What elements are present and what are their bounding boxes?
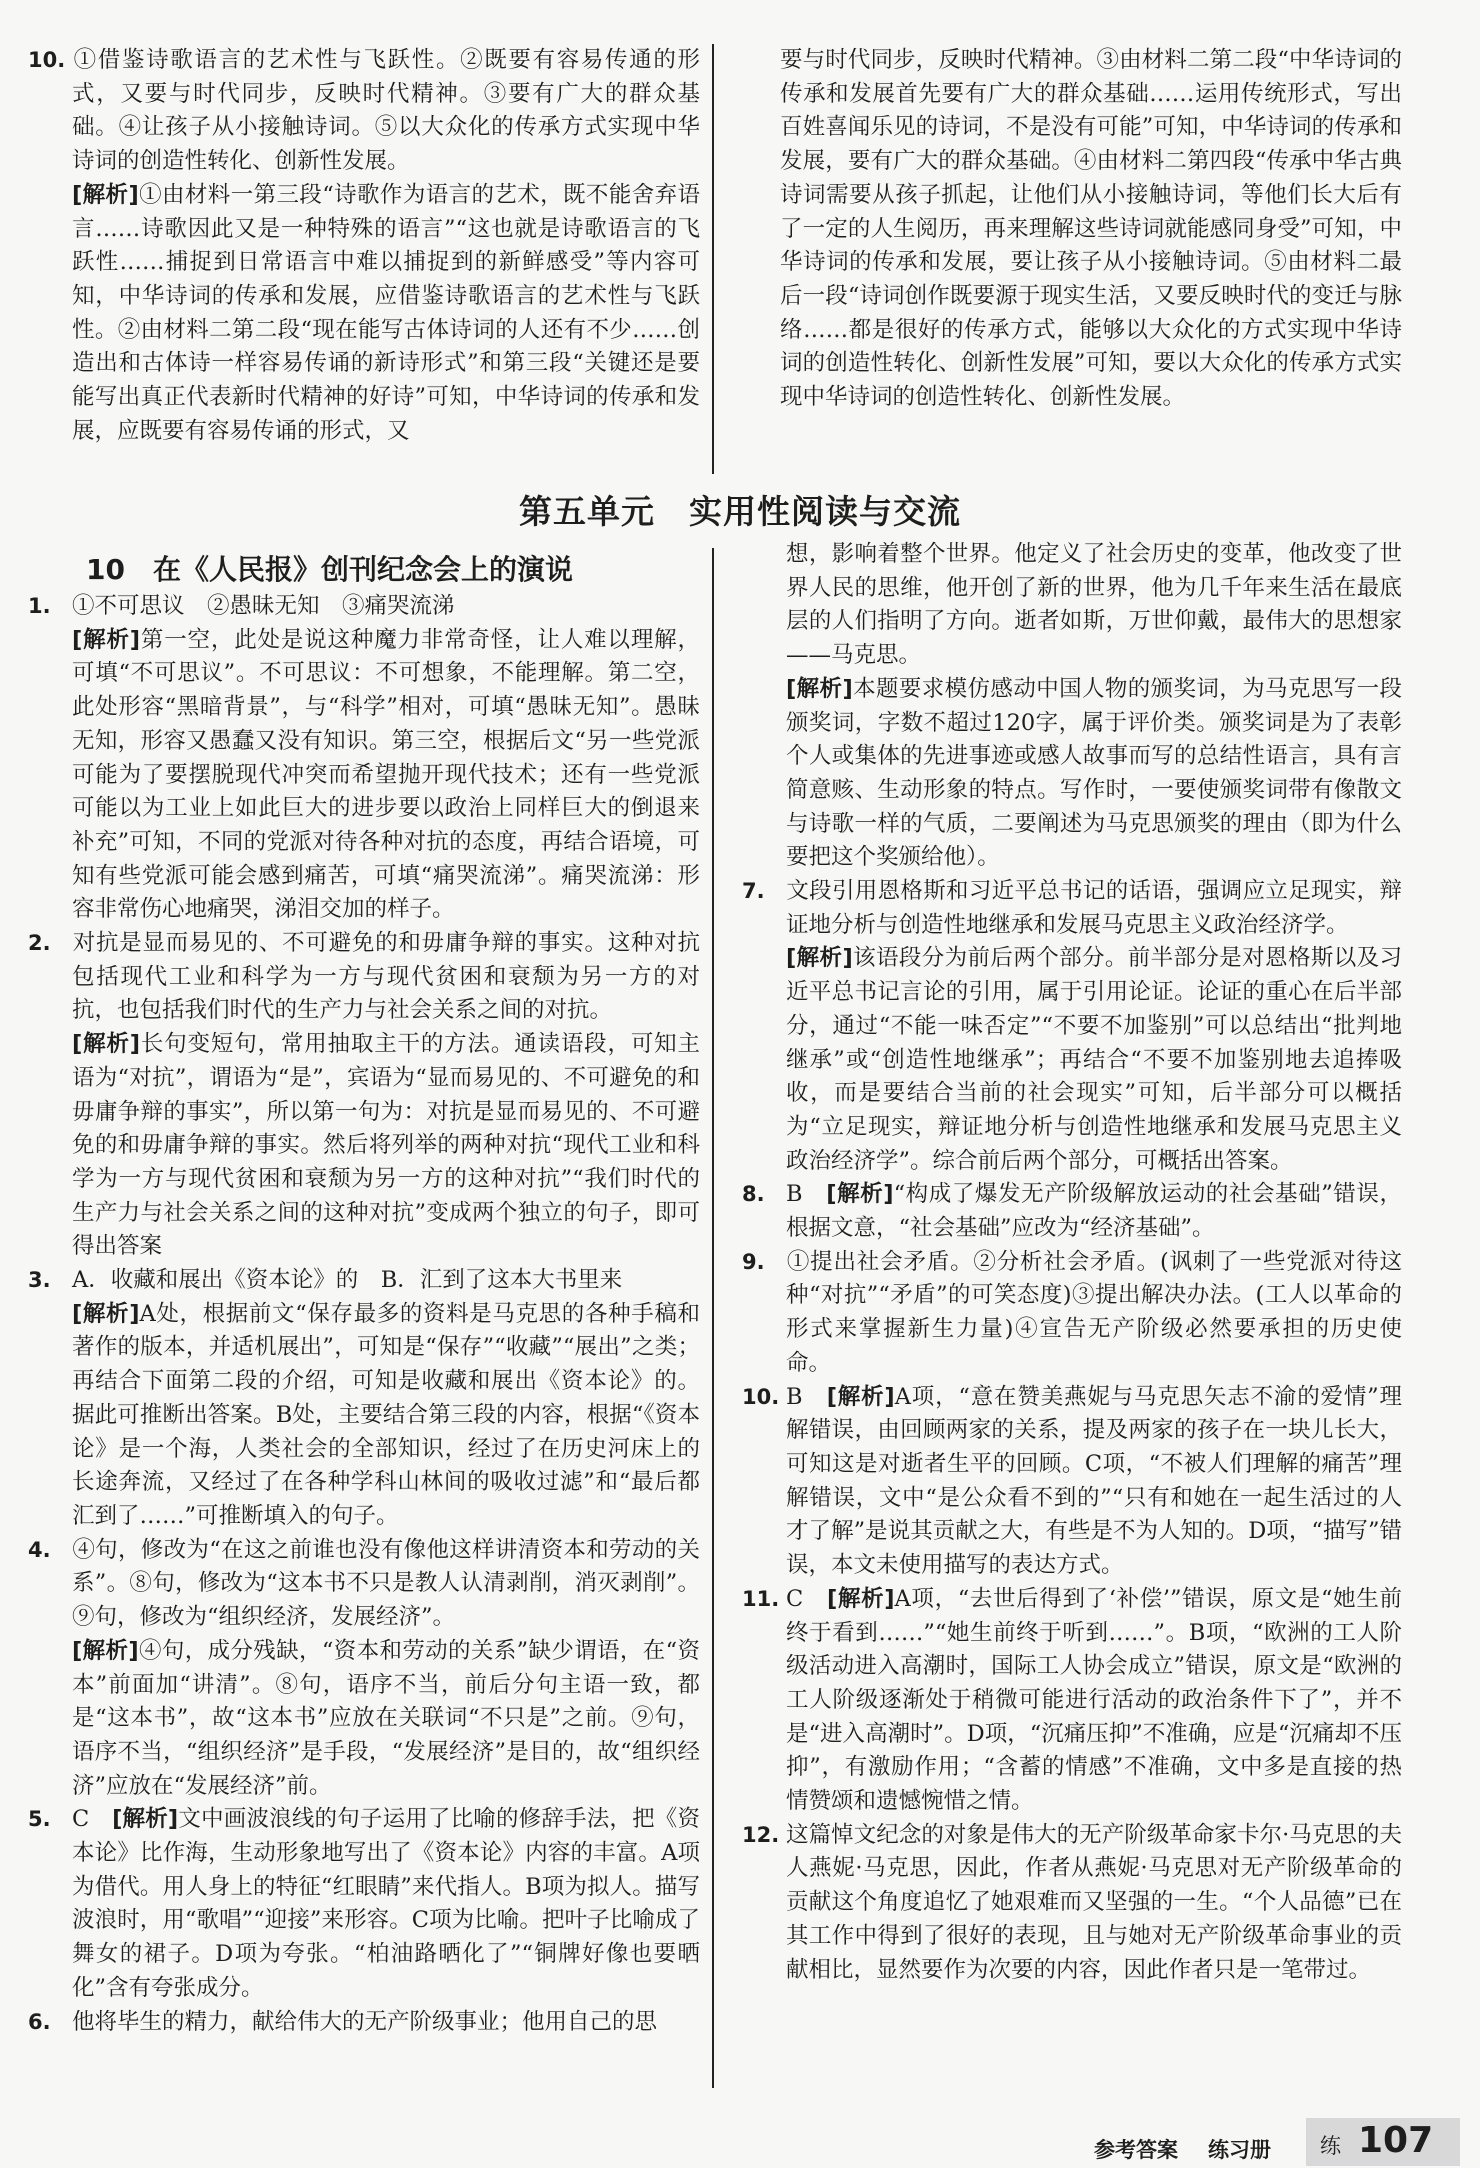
answer-text: C <box>72 1806 90 1833</box>
explanation-text: 该语段分为前后两个部分。前半部分是对恩格斯以及习近平总书记言论的引用，属于引用论证。论证的重心在后半部分，通过“不能一味否定”“不要不加鉴别”可以总结出“批判地继承”或“创造性地继承”；再结合“不要不加鉴别地去追捧吸收，而是要结合当前的社会现实”可知，后半部分可以概括为“立足现实，辩证地分析与创造性地继承和发展马克思主义政治经济学”。综合前后两个部分，可概括出答案。 <box>786 945 1402 1174</box>
explanation-6 <box>742 673 1402 875</box>
question-number: 9. <box>742 1249 765 1274</box>
answer-text: B <box>786 1383 803 1410</box>
answer-item-9 <box>742 1246 1402 1381</box>
footer-reference-label: 参考答案 <box>1094 2138 1178 2162</box>
explanation-10-continued: 要与时代同步，反映时代精神。③由材料二第二段“中华诗词的传承和发展首先要有广大的群众基础……运用传统形式，写出百姓喜闻乐见的诗词，不是没有可能”可知，中华诗词的传承和发展，要有广大的群众基础。④由材料二第四段“传承中华古典诗词需要从孩子抓起，让他们从小接触诗词，等他们长大后有了一定的人生阅历，再来理解这些诗词就能感同身受”可知，中华诗词的传承和发展，要让孩子从小接触诗词。⑤由材料二最后一段“诗词创作既要源于现实生活，又要反映时代的变迁与脉络……都是很好的传承方式，能够以大众化的方式实现中华诗词的创造性转化、创新性发展”可知，要以大众化的传承方式实现中华诗词的创造性转化、创新性发展。 <box>780 47 1402 411</box>
answer-item-12 <box>742 1819 1402 1988</box>
answer-item-10 <box>742 1381 1402 1583</box>
answer-text: A．收藏和展出《资本论》的 B．汇到了这本大书里来 <box>72 1267 623 1294</box>
explanation-text: 第一空，此处是说这种魔力非常奇怪，让人难以理解，可填“不可思议”。不可思议：不可想象，不能理解。第二空，此处形容“黑暗背景”，与“科学”相对，可填“愚昧无知”。愚昧无知，形容又愚蠢又没有知识。第三空，根据后文“另一些党派可能为了要摆脱现代冲突而希望抛开现代技术；还有一些党派可能以为工业上如此巨大的进步要以政治上同样巨大的倒退来补充”可知，不同的党派对待各种对抗的态度，再结合语境，可知有些党派可能会感到痛苦，可填“痛哭流涕”。痛哭流涕：形容非常伤心地痛哭，涕泪交加的样子。 <box>72 626 700 923</box>
question-number: 10. <box>742 1384 780 1409</box>
answer-item-1 <box>28 590 700 927</box>
question-number: 1. <box>28 594 51 618</box>
question-number: 7. <box>742 879 765 904</box>
explanation-text: 文中画波浪线的句子运用了比喻的修辞手法，把《资本论》比作海，生动形象地写出了《资本论》内容的丰富。A项为借代。用人身上的特征“红眼睛”来代指人。B项为拟人。描写波浪时，用“歌唱”“迎接”来形容。C项为比喻。把叶子比喻成了舞女的裙子。D项为夸张。“柏油路晒化了”“铜牌好像也要晒化”含有夸张成分。 <box>72 1806 700 2001</box>
left-column <box>28 590 700 2039</box>
answer-text: 他将毕生的精力，献给伟大的无产阶级事业；他用自己的思 <box>72 2008 658 2035</box>
column-divider-top <box>712 44 714 474</box>
answer-text: ①提出社会矛盾。②分析社会矛盾。(讽刺了一些党派对待这种“对抗”“矛盾”的可笑态度)③提出解决办法。(工人以革命的形式来掌握新生力量)④宣告无产阶级必然要承担的历史使命。 <box>786 1248 1402 1376</box>
unit-title: 第五单元 实用性阅读与交流 <box>519 492 961 531</box>
answer-text: ④句，修改为“在这之前谁也没有像他这样讲清资本和劳动的关系”。⑧句，修改为“这本书不只是教人认清剥削，消灭剥削”。⑨句，修改为“组织经济，发展经济”。 <box>72 1536 700 1631</box>
answer-item-3 <box>28 1264 700 1534</box>
question-number: 11. <box>742 1586 780 1611</box>
answer-text: C <box>786 1585 804 1612</box>
top-right-column <box>742 44 1402 415</box>
answer-item-11 <box>742 1583 1402 1819</box>
question-number: 3. <box>28 1268 51 1293</box>
answer-item-6 <box>28 2006 700 2040</box>
explanation-tag: [解析] <box>72 626 141 653</box>
answer-item-2 <box>28 927 700 1264</box>
explanation-text: ①由材料一第三段“诗歌作为语言的艺术，既不能舍弃语言……诗歌因此又是一种特殊的语言”“这也就是诗歌语言的飞跃性……捕捉到日常语言中难以捕捉到的新鲜感受”等内容可知，中华诗词的传承和发展，应借鉴诗歌语言的艺术性与飞跃性。②由材料二第二段“现在能写古体诗词的人还有不少……创造出和古体诗一样容易传诵的新诗形式”和第三段“关键还是要能写出真正代表新时代精神的好诗”可知，中华诗词的传承和发展，应既要有容易传诵的形式，又 <box>72 181 700 444</box>
answer-item-7 <box>742 875 1402 1178</box>
answer-item-4 <box>28 1534 700 1804</box>
lesson-title: 10 在《人民报》创刊纪念会上的演说 <box>86 553 573 586</box>
explanation-tag: [解析] <box>112 1806 179 1833</box>
question-number: 2. <box>28 931 51 956</box>
question-number: 5. <box>28 1807 51 1832</box>
explanation-text: 长句变短句，常用抽取主干的方法。通读语段，可知主语为“对抗”，谓语为“是”，宾语为“显而易见的、不可避免的和毋庸争辩的事实”，所以第一句为：对抗是显而易见的、不可避免的和毋庸争辩的事实。然后将列举的两种对抗“现代工业和科学为一方与现代贫困和衰颓为另一方的这种对抗”“我们时代的生产力与社会关系之间的这种对抗”变成两个独立的句子，即可得出答案 <box>72 1031 700 1260</box>
answer-text: 这篇悼文纪念的对象是伟大的无产阶级革命家卡尔·马克思的夫人燕妮·马克思，因此，作者从燕妮·马克思对无产阶级革命的贡献这个角度追忆了她艰难而又坚强的一生。“个人品德”已在其工作中得到了很好的表现，且与她对无产阶级革命事业的贡献相比，显然要作为次要的内容，因此作者只是一笔带过。 <box>786 1821 1402 1983</box>
right-column <box>742 538 1402 1987</box>
explanation-10-top <box>28 179 700 449</box>
explanation-text: ④句，成分残缺，“资本和劳动的关系”缺少谓语，在“资本”前面加“讲清”。⑧句，语序不当，前后分句主语一致，都是“这本书”，故“这本书”应放在关联词“不只是”之前。⑨句，语序不当，“组织经济”是手段，“发展经济”是目的，故“组织经济”应放在“发展经济”前。 <box>72 1637 700 1799</box>
page-number: 107 <box>1358 2120 1434 2161</box>
answer-text: B <box>786 1181 803 1208</box>
explanation-text: A项，“去世后得到了‘补偿’”错误，原文是“她生前终于看到……”“她生前终于听到……”。B项，“欧洲的工人阶级活动进入高潮时，国际工人协会成立”错误，原文是“欧洲的工人阶级逐渐处于稍微可能进行活动的政治条件下了”，并不是“进入高潮时”。D项，“沉痛压抑”不准确，应是“沉痛却不压抑”，有激励作用；“含蓄的情感”不准确，文中多是直接的热情赞颂和遗憾惋惜之情。 <box>786 1585 1402 1815</box>
practice-label: 练 <box>1320 2134 1341 2158</box>
answer-text: 文段引用恩格斯和习近平总书记的话语，强调应立足现实，辩证地分析与创造性地继承和发展马克思主义政治经济学。 <box>786 878 1402 938</box>
question-number: 4. <box>28 1537 51 1562</box>
explanation-text: A处，根据前文“保存最多的资料是马克思的各种手稿和著作的版本，并适机展出”，可知是“保存”“收藏”“展出”之类；再结合下面第二段的介绍，可知是收藏和展出《资本论》的。据此可推断出答案。B处，主要结合第三段的内容，根据“《资本论》是一个海，人类社会的全部知识，经过了在历史河床上的长途奔流，又经过了在各种学科山林间的吸收过滤”和“最后都汇到了……”可推断填入的句子。 <box>72 1300 700 1529</box>
explanation-text: “构成了爆发无产阶级解放运动的社会基础”错误，根据文意，“社会基础”应改为“经济基础”。 <box>786 1181 1402 1242</box>
question-number: 12. <box>742 1822 780 1847</box>
answer-10-top <box>28 44 700 179</box>
answer-item-8 <box>742 1178 1402 1245</box>
answer-text: ①借鉴诗歌语言的艺术性与飞跃性。②既要有容易传通的形式，又要与时代同步，反映时代精神。③要有广大的群众基础。④让孩子从小接触诗词。⑤以大众化的传承方式实现中华诗词的创造性转化、创新性发展。 <box>72 47 700 175</box>
question-number: 6. <box>28 2009 51 2034</box>
answer-text: 对抗是显而易见的、不可避免的和毋庸争辩的事实。这种对抗包括现代工业和科学为一方与现代贫困和衰颓为另一方的对抗，也包括我们时代的生产力与社会关系之间的对抗。 <box>72 930 700 1024</box>
question-number: 10. <box>28 48 66 72</box>
question-number: 8. <box>742 1182 765 1207</box>
explanation-tag: [解析] <box>826 1181 894 1208</box>
column-divider-bottom <box>712 548 714 2088</box>
explanation-tag: [解析] <box>826 1383 895 1410</box>
top-left-column <box>28 44 700 448</box>
page-number-box <box>1306 2118 1460 2166</box>
explanation-tag: [解析] <box>786 945 853 972</box>
answer-6-continued: 想，影响着整个世界。他定义了社会历史的变革，他改变了世界人民的思维，他开创了新的世界，他为几千年来生活在最底层的人们指明了方向。逝者如斯，万世仰戴，最伟大的思想家——马克思。 <box>786 541 1402 669</box>
explanation-tag: [解析] <box>827 1585 895 1612</box>
explanation-text: A项，“意在赞美燕妮与马克思矢志不渝的爱情”理解错误，由回顾两家的关系，提及两家的孩子在一块儿长大，可知这是对逝者生平的回顾。C项，“不被人们理解的痛苦”理解错误，文中“是公众看不到的”“只有和她在一起生活过的人才了解”是说其贡献之大，有些是不为人知的。D项，“描写”错误，本文未使用描写的表达方式。 <box>786 1383 1402 1579</box>
answer-item-5 <box>28 1803 700 2005</box>
explanation-tag: [解析] <box>72 1300 140 1327</box>
answer-text: ①不可思议 ②愚昧无知 ③痛哭流涕 <box>72 593 455 619</box>
explanation-tag: [解析] <box>72 181 139 208</box>
explanation-text: 本题要求模仿感动中国人物的颁奖词，为马克思写一段颁奖词，字数不超过120字，属于评价类。颁奖词是为了表彰个人或集体的先进事迹或感人故事而写的总结性语言，具有言简意赅、生动形象的特点。写作时，一要使颁奖词带有像散文与诗歌一样的气质，二要阐述为马克思颁奖的理由（即为什么要把这个奖颁给他）。 <box>786 675 1402 871</box>
explanation-tag: [解析] <box>72 1031 141 1058</box>
explanation-tag: [解析] <box>786 675 853 702</box>
footer-book-label: 练习册 <box>1208 2138 1271 2162</box>
explanation-tag: [解析] <box>72 1637 139 1664</box>
